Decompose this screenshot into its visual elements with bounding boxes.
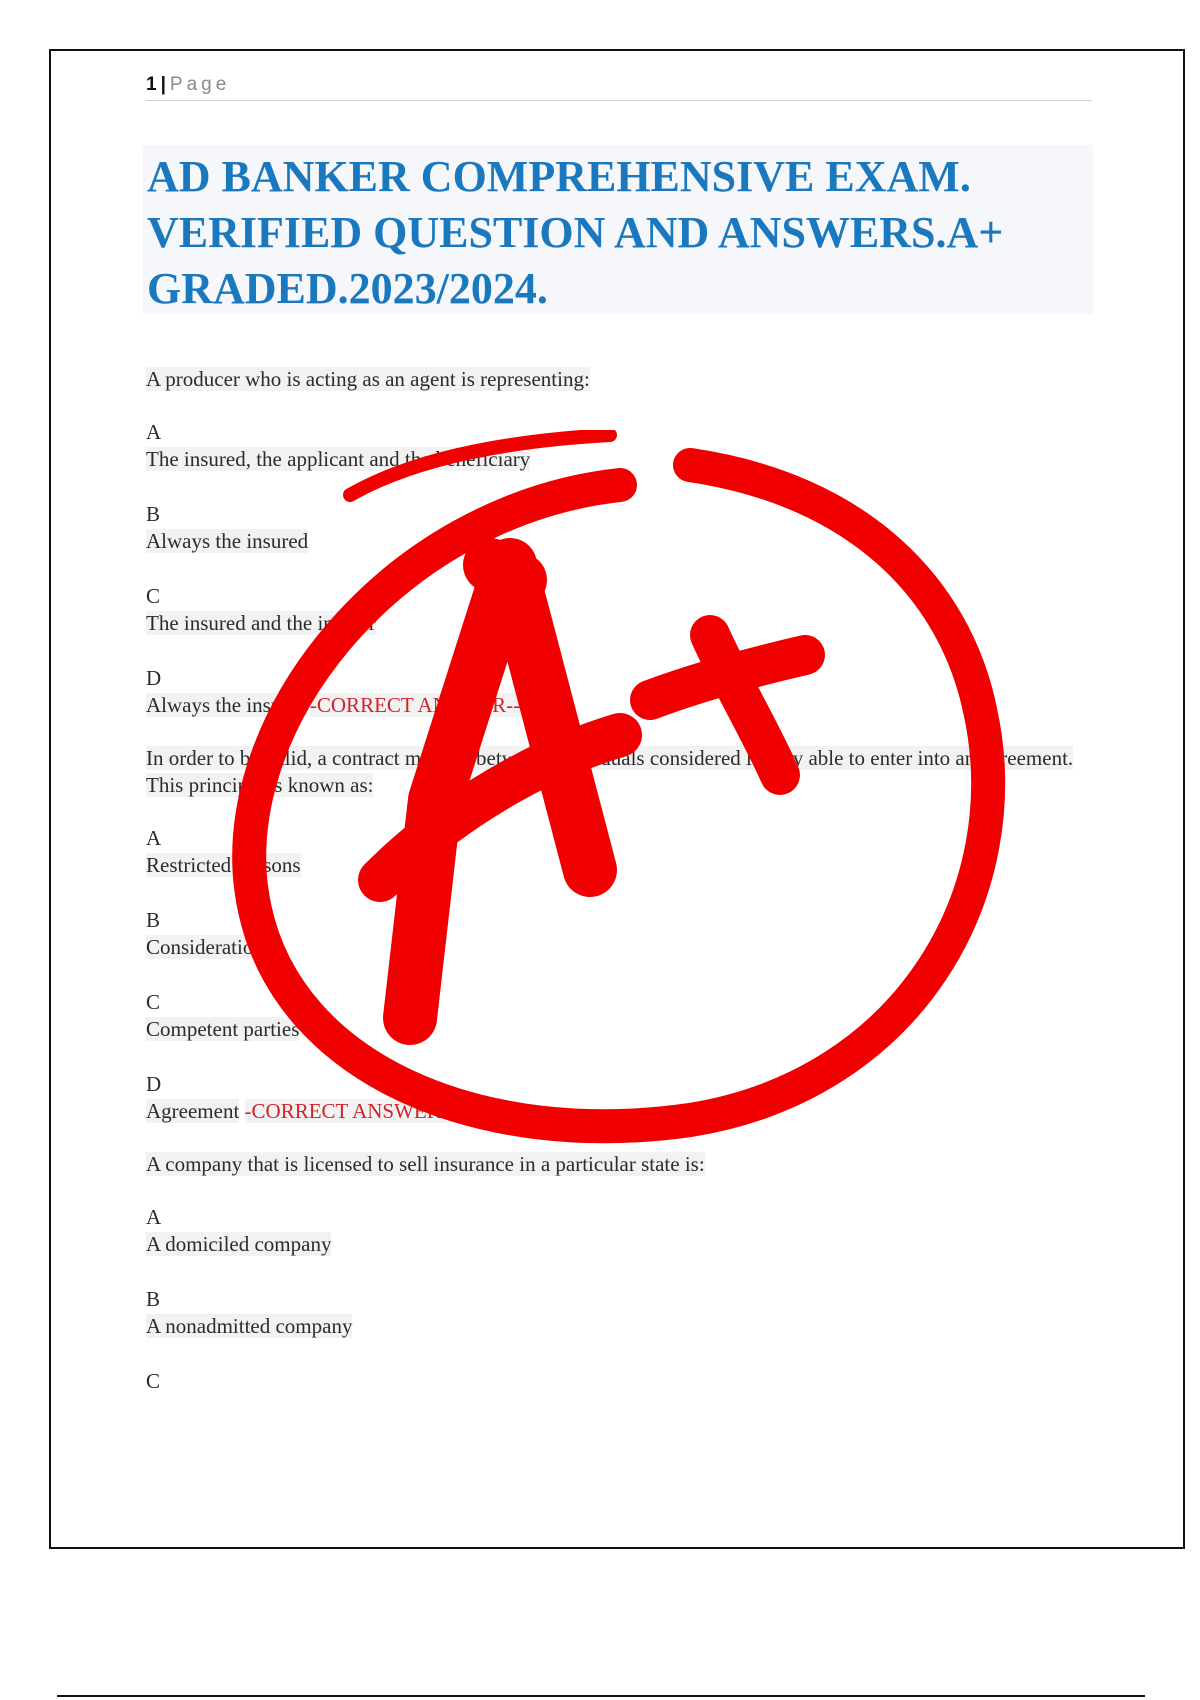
option-text: Considerations	[146, 935, 272, 959]
option-3c	[146, 1368, 1090, 1395]
option-letter: A	[146, 826, 162, 850]
option-3b	[146, 1286, 1090, 1340]
option-letter: C	[146, 1369, 161, 1393]
question-list	[146, 366, 1090, 1423]
option-1b	[146, 501, 1090, 555]
question-text: In order to be valid, a contract must be between individuals considered legally able to enter into an agreement. This principle is known as:	[146, 746, 1074, 797]
document-title: AD BANKER COMPREHENSIVE EXAM. VERIFIED QUESTION AND ANSWERS.A+ GRADED.2023/2024.	[147, 152, 1004, 313]
question-2	[146, 745, 1090, 799]
page-separator: |	[160, 74, 166, 95]
option-3a	[146, 1204, 1090, 1258]
option-letter: C	[146, 584, 161, 608]
option-2a	[146, 825, 1090, 879]
correct-answer: -CORRECT ANSWER--D	[309, 693, 536, 717]
option-text: Always the insured	[146, 529, 309, 553]
option-text: The insured and the insurer	[146, 611, 376, 635]
question-text: A producer who is acting as an agent is representing:	[146, 367, 590, 391]
option-text: Agreement	[146, 1099, 240, 1123]
question-text: A company that is licensed to sell insurance in a particular state is:	[146, 1152, 705, 1176]
title-box	[143, 145, 1093, 314]
option-letter: D	[146, 666, 162, 690]
option-letter: D	[146, 1072, 162, 1096]
option-letter: C	[146, 990, 161, 1014]
option-text: Always the insurer	[146, 693, 305, 717]
bottom-rule	[57, 1695, 1145, 1697]
page-header	[146, 74, 1092, 101]
option-letter: B	[146, 502, 161, 526]
option-letter: B	[146, 1287, 161, 1311]
option-1c	[146, 583, 1090, 637]
option-2c	[146, 989, 1090, 1043]
question-3	[146, 1151, 1090, 1178]
option-1d	[146, 665, 1090, 719]
option-letter: A	[146, 420, 162, 444]
option-text: The insured, the applicant and the beneficiary	[146, 447, 531, 471]
option-text: A nonadmitted company	[146, 1314, 353, 1338]
option-text: A domiciled company	[146, 1232, 332, 1256]
option-letter: A	[146, 1205, 162, 1229]
correct-answer: -CORRECT ANSWER--C	[244, 1099, 469, 1123]
page-label: Page	[169, 74, 231, 95]
option-letter: B	[146, 908, 161, 932]
option-text: Restricted persons	[146, 853, 301, 877]
page-number: 1	[146, 74, 157, 95]
option-1a	[146, 419, 1090, 473]
option-2d	[146, 1071, 1090, 1125]
option-2b	[146, 907, 1090, 961]
question-1	[146, 366, 1090, 393]
option-text: Competent parties	[146, 1017, 300, 1041]
